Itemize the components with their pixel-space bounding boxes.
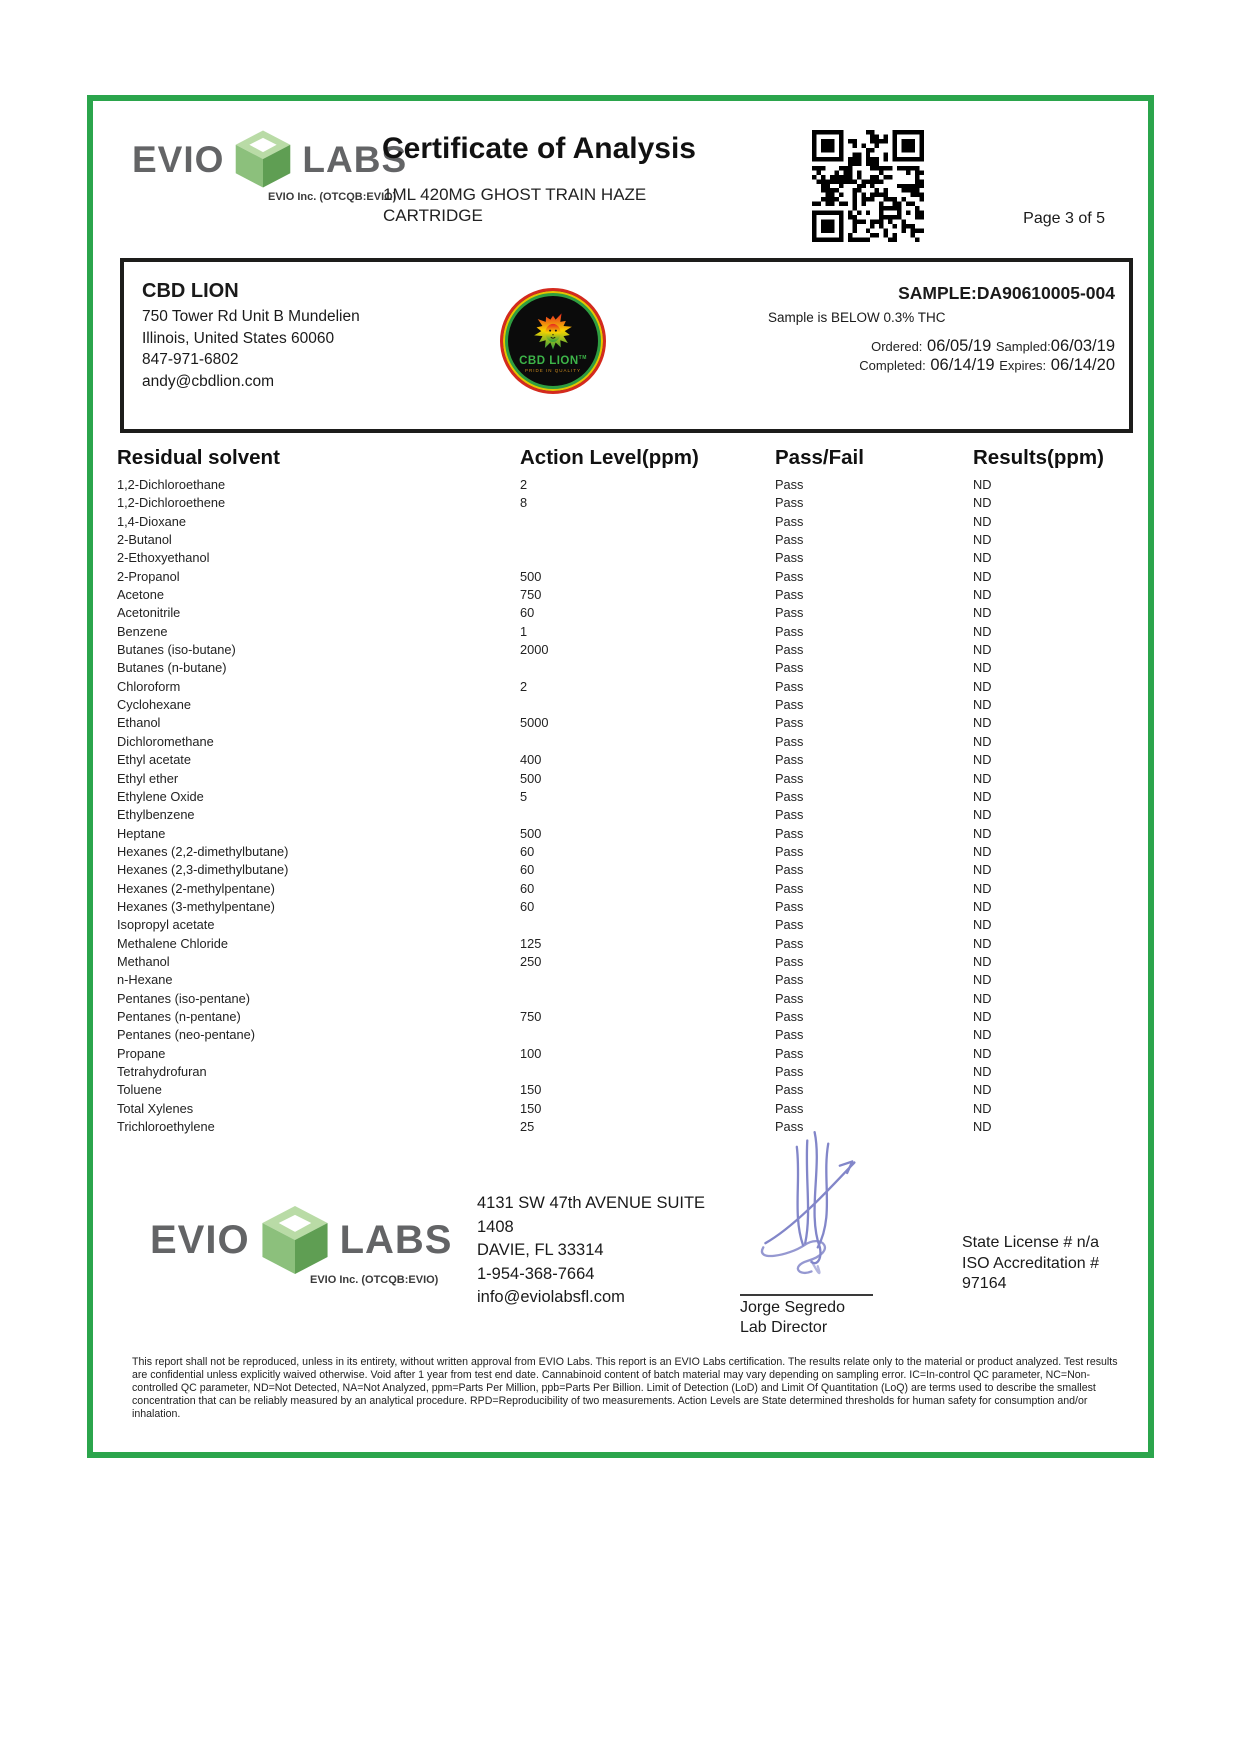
table-row bbox=[117, 1063, 1133, 1081]
result-value: ND bbox=[973, 568, 992, 584]
logo-text-labs: LABS bbox=[339, 1218, 453, 1262]
pass-fail-value: Pass bbox=[775, 642, 804, 658]
solvent-name: Hexanes (3-methylpentane) bbox=[117, 898, 275, 914]
pass-fail-value: Pass bbox=[775, 972, 804, 988]
solvent-name: Ethylbenzene bbox=[117, 807, 195, 823]
product-line-2: CARTRIDGE bbox=[383, 206, 483, 225]
pass-fail-value: Pass bbox=[775, 477, 804, 492]
table-row bbox=[117, 1118, 1133, 1136]
solvent-name: Cyclohexane bbox=[117, 697, 191, 713]
solvent-name: Acetonitrile bbox=[117, 605, 181, 621]
action-level-value: 100 bbox=[520, 1045, 542, 1061]
table-row bbox=[117, 825, 1133, 843]
results-table bbox=[117, 476, 1133, 1136]
completed-date: 06/14/19 bbox=[930, 356, 995, 374]
solvent-name: Propane bbox=[117, 1045, 166, 1061]
sample-dates-line1 bbox=[871, 337, 1115, 356]
logo-text-evio: EVIO bbox=[150, 1218, 250, 1262]
pass-fail-value: Pass bbox=[775, 880, 804, 896]
table-row bbox=[117, 1045, 1133, 1063]
logo-text-evio: EVIO bbox=[132, 138, 225, 180]
product-name bbox=[383, 184, 646, 226]
result-value: ND bbox=[973, 880, 992, 896]
table-row bbox=[117, 880, 1133, 898]
pass-fail-value: Pass bbox=[775, 843, 804, 859]
lab-address-line: 4131 SW 47th AVENUE SUITE bbox=[477, 1194, 706, 1212]
pass-fail-value: Pass bbox=[775, 788, 804, 804]
solvent-name: Methanol bbox=[117, 953, 170, 969]
pass-fail-value: Pass bbox=[775, 733, 804, 749]
pass-fail-value: Pass bbox=[775, 1064, 804, 1079]
col-header-pass-fail: Pass/Fail bbox=[775, 446, 864, 469]
solvent-name: n-Hexane bbox=[117, 972, 173, 988]
table-row bbox=[117, 953, 1133, 971]
action-level-value bbox=[520, 733, 775, 751]
expires-date: 06/14/20 bbox=[1050, 356, 1115, 374]
result-value: ND bbox=[973, 825, 992, 841]
table-row bbox=[117, 568, 1133, 586]
result-value: ND bbox=[973, 1027, 992, 1043]
solvent-name: Methalene Chloride bbox=[117, 935, 228, 951]
result-value: ND bbox=[973, 477, 992, 492]
pass-fail-value: Pass bbox=[775, 752, 804, 768]
solvent-name: 2-Ethoxyethanol bbox=[117, 550, 210, 566]
result-value: ND bbox=[973, 935, 992, 951]
action-level-value bbox=[520, 531, 775, 549]
sample-dates-line2 bbox=[859, 356, 1115, 375]
lab-address-line: info@eviolabsfl.com bbox=[477, 1288, 625, 1306]
result-value: ND bbox=[973, 1082, 992, 1098]
solvent-name: Pentanes (iso-pentane) bbox=[117, 990, 251, 1006]
action-level-value: 2 bbox=[520, 678, 528, 694]
action-level-value: 60 bbox=[520, 862, 535, 878]
pass-fail-value: Pass bbox=[775, 587, 804, 603]
license-line: ISO Accreditation # bbox=[962, 1254, 1099, 1272]
table-row bbox=[117, 861, 1133, 879]
table-row bbox=[117, 623, 1133, 641]
solvent-name: Hexanes (2,2-dimethylbutane) bbox=[117, 843, 289, 859]
pass-fail-value: Pass bbox=[775, 697, 804, 713]
action-level-value bbox=[520, 971, 775, 989]
action-level-value: 150 bbox=[520, 1082, 542, 1098]
pass-fail-value: Pass bbox=[775, 568, 804, 584]
solvent-name: 1,2-Dichloroethene bbox=[117, 495, 226, 511]
pass-fail-value: Pass bbox=[775, 953, 804, 969]
result-value: ND bbox=[973, 697, 992, 713]
action-level-value bbox=[520, 1026, 775, 1044]
result-value: ND bbox=[973, 1119, 992, 1135]
col-header-action-level: Action Level(ppm) bbox=[520, 446, 699, 469]
expires-label: Expires: bbox=[999, 358, 1047, 373]
table-row bbox=[117, 806, 1133, 824]
sample-thc-note: Sample is BELOW 0.3% THC bbox=[768, 310, 946, 325]
solvent-name: Trichloroethylene bbox=[117, 1119, 215, 1135]
completed-label: Completed: bbox=[859, 358, 926, 373]
pass-fail-value: Pass bbox=[775, 770, 804, 786]
table-row bbox=[117, 935, 1133, 953]
result-value: ND bbox=[973, 788, 992, 804]
page-title: Certificate of Analysis bbox=[382, 132, 696, 165]
pass-fail-value: Pass bbox=[775, 990, 804, 1006]
action-level-value bbox=[520, 806, 775, 824]
action-level-value bbox=[520, 916, 775, 934]
table-row bbox=[117, 604, 1133, 622]
action-level-value bbox=[520, 696, 775, 714]
action-level-value: 60 bbox=[520, 605, 535, 621]
action-level-value: 5 bbox=[520, 788, 528, 804]
pass-fail-value: Pass bbox=[775, 807, 804, 823]
solvent-name: Ethyl ether bbox=[117, 770, 179, 786]
solvent-name: Pentanes (n-pentane) bbox=[117, 1008, 241, 1024]
result-value: ND bbox=[973, 843, 992, 859]
result-value: ND bbox=[973, 972, 992, 988]
lab-address-line: DAVIE, FL 33314 bbox=[477, 1241, 604, 1259]
evio-labs-logo bbox=[132, 128, 407, 190]
action-level-value: 5000 bbox=[520, 715, 549, 731]
table-row bbox=[117, 641, 1133, 659]
pass-fail-value: Pass bbox=[775, 825, 804, 841]
action-level-value bbox=[520, 990, 775, 1008]
license-line: State License # n/a bbox=[962, 1234, 1099, 1251]
result-value: ND bbox=[973, 953, 992, 969]
table-row bbox=[117, 549, 1133, 567]
result-value: ND bbox=[973, 513, 992, 529]
col-header-solvent: Residual solvent bbox=[117, 446, 280, 469]
result-value: ND bbox=[973, 550, 992, 566]
solvent-name: Ethanol bbox=[117, 715, 161, 731]
action-level-value bbox=[520, 513, 775, 531]
pass-fail-value: Pass bbox=[775, 513, 804, 529]
result-value: ND bbox=[973, 807, 992, 823]
lab-address-block bbox=[477, 1192, 707, 1310]
result-value: ND bbox=[973, 1064, 992, 1079]
action-level-value: 8 bbox=[520, 495, 528, 511]
sampled-label: Sampled: bbox=[995, 339, 1051, 354]
client-address-line2: Illinois, United States 60060 bbox=[142, 329, 335, 347]
pass-fail-value: Pass bbox=[775, 605, 804, 621]
signature-scribble bbox=[757, 1130, 867, 1282]
table-row bbox=[117, 1026, 1133, 1044]
result-value: ND bbox=[973, 495, 992, 511]
action-level-value: 2000 bbox=[520, 642, 549, 658]
pass-fail-value: Pass bbox=[775, 862, 804, 878]
solvent-name: Chloroform bbox=[117, 678, 181, 694]
pass-fail-value: Pass bbox=[775, 495, 804, 511]
product-line-1: 1ML 420MG GHOST TRAIN HAZE bbox=[383, 185, 647, 204]
evio-cube-icon bbox=[258, 1203, 332, 1277]
col-header-results: Results(ppm) bbox=[973, 446, 1104, 469]
result-value: ND bbox=[973, 862, 992, 878]
action-level-value bbox=[520, 549, 775, 567]
client-contact-block bbox=[142, 306, 360, 392]
pass-fail-value: Pass bbox=[775, 660, 804, 676]
lab-address-line: 1-954-368-7664 bbox=[477, 1264, 595, 1283]
solvent-name: Total Xylenes bbox=[117, 1100, 194, 1116]
logo-tagline-footer: EVIO Inc. (OTCQB:EVIO) bbox=[310, 1274, 439, 1286]
action-level-value: 60 bbox=[520, 880, 535, 896]
result-value: ND bbox=[973, 532, 992, 548]
signature-line bbox=[740, 1294, 873, 1296]
table-row bbox=[117, 678, 1133, 696]
table-row bbox=[117, 898, 1133, 916]
pass-fail-value: Pass bbox=[775, 1045, 804, 1061]
table-row bbox=[117, 476, 1133, 494]
table-row bbox=[117, 1081, 1133, 1099]
license-line: 97164 bbox=[962, 1275, 1007, 1292]
pass-fail-value: Pass bbox=[775, 898, 804, 914]
pass-fail-value: Pass bbox=[775, 935, 804, 951]
qr-code bbox=[812, 130, 924, 242]
license-block bbox=[962, 1233, 1099, 1295]
result-value: ND bbox=[973, 752, 992, 768]
solvent-name: 2-Propanol bbox=[117, 568, 180, 584]
action-level-value: 150 bbox=[520, 1100, 542, 1116]
action-level-value: 750 bbox=[520, 587, 542, 603]
action-level-value: 2 bbox=[520, 477, 528, 492]
pass-fail-value: Pass bbox=[775, 623, 804, 639]
client-email: andy@cbdlion.com bbox=[142, 372, 275, 390]
solvent-name: Butanes (iso-butane) bbox=[117, 642, 236, 658]
result-value: ND bbox=[973, 715, 992, 731]
solvent-name: Pentanes (neo-pentane) bbox=[117, 1027, 256, 1043]
pass-fail-value: Pass bbox=[775, 1119, 804, 1135]
lab-address-line: 1408 bbox=[477, 1217, 514, 1236]
client-name: CBD LION bbox=[142, 280, 239, 302]
result-value: ND bbox=[973, 605, 992, 621]
solvent-name: 1,2-Dichloroethane bbox=[117, 477, 226, 492]
result-value: ND bbox=[973, 1100, 992, 1116]
table-row bbox=[117, 513, 1133, 531]
table-row bbox=[117, 733, 1133, 751]
solvent-name: Hexanes (2,3-dimethylbutane) bbox=[117, 862, 289, 878]
result-value: ND bbox=[973, 770, 992, 786]
lion-logo-subtitle: PRIDE IN QUALITY bbox=[524, 368, 581, 373]
table-header bbox=[117, 446, 1133, 470]
table-row bbox=[117, 714, 1133, 732]
disclaimer-text: This report shall not be reproduced, unless in its entirety, without written approval from EVIO Labs. This report is an EVIO Labs certification. The results relate only to the material or product analyzed. Test results are confidential unless explicitly waived otherwise. Void after 1 year from test end date. Cannabinoid content of batch material may vary depending on sampling error. IC=In-control QC parameter, NC=Non-controlled QC parameter, ND=Not Detected, NA=Not Analyzed, ppm=Parts Per Million, ppb=Parts Per Billion. Limit of Detection (LoD) and Limit Of Quantitation (LoQ) are terms used to describe the smallest concentration that can be reliably measured by an analytical procedure. RPD=Reproducibility of two measurements. Action Levels are State determined thresholds for human safety for consumption and/or inhalation. bbox=[132, 1356, 1118, 1420]
table-row bbox=[117, 990, 1133, 1008]
action-level-value: 500 bbox=[520, 770, 542, 786]
solvent-name: 2-Butanol bbox=[117, 532, 172, 548]
pass-fail-value: Pass bbox=[775, 678, 804, 694]
sampled-date: 06/03/19 bbox=[1050, 337, 1115, 355]
solvent-name: Benzene bbox=[117, 623, 168, 639]
logo-tagline: EVIO Inc. (OTCQB:EVIO) bbox=[268, 191, 397, 203]
solvent-name: Butanes (n-butane) bbox=[117, 660, 227, 676]
result-value: ND bbox=[973, 1045, 992, 1061]
solvent-name: Tetrahydrofuran bbox=[117, 1064, 207, 1079]
action-level-value bbox=[520, 1063, 775, 1081]
table-row bbox=[117, 843, 1133, 861]
result-value: ND bbox=[973, 917, 992, 933]
result-value: ND bbox=[973, 733, 992, 749]
pass-fail-value: Pass bbox=[775, 1027, 804, 1043]
action-level-value: 1 bbox=[520, 623, 528, 639]
table-row bbox=[117, 659, 1133, 677]
result-value: ND bbox=[973, 642, 992, 658]
lion-logo-title: CBD LION™ bbox=[519, 354, 587, 367]
evio-cube-icon bbox=[232, 128, 294, 190]
signatory-title: Lab Director bbox=[740, 1319, 828, 1336]
action-level-value: 60 bbox=[520, 843, 535, 859]
pass-fail-value: Pass bbox=[775, 1082, 804, 1098]
table-row bbox=[117, 696, 1133, 714]
lion-icon bbox=[526, 309, 580, 355]
result-value: ND bbox=[973, 678, 992, 694]
action-level-value: 500 bbox=[520, 568, 542, 584]
pass-fail-value: Pass bbox=[775, 917, 804, 933]
client-address-line1: 750 Tower Rd Unit B Mundelien bbox=[142, 308, 360, 325]
table-row bbox=[117, 788, 1133, 806]
solvent-name: Heptane bbox=[117, 825, 166, 841]
cbd-lion-logo bbox=[500, 288, 606, 394]
ordered-date: 06/05/19 bbox=[927, 337, 992, 355]
solvent-name: Dichloromethane bbox=[117, 733, 214, 749]
action-level-value: 400 bbox=[520, 752, 542, 768]
table-row bbox=[117, 1100, 1133, 1118]
table-row bbox=[117, 971, 1133, 989]
result-value: ND bbox=[973, 898, 992, 914]
table-row bbox=[117, 751, 1133, 769]
action-level-value: 125 bbox=[520, 935, 542, 951]
logo-text-labs: LABS bbox=[302, 138, 408, 180]
action-level-value: 750 bbox=[520, 1008, 542, 1024]
table-row bbox=[117, 494, 1133, 512]
evio-labs-logo-footer bbox=[150, 1203, 452, 1277]
table-row bbox=[117, 1008, 1133, 1026]
pass-fail-value: Pass bbox=[775, 550, 804, 566]
pass-fail-value: Pass bbox=[775, 715, 804, 731]
action-level-value: 25 bbox=[520, 1119, 535, 1135]
solvent-name: 1,4-Dioxane bbox=[117, 513, 187, 529]
action-level-value bbox=[520, 659, 775, 677]
solvent-name: Ethyl acetate bbox=[117, 752, 191, 768]
client-phone: 847-971-6802 bbox=[142, 351, 239, 368]
page-number: Page 3 of 5 bbox=[1023, 210, 1105, 227]
solvent-name: Toluene bbox=[117, 1082, 162, 1098]
table-row bbox=[117, 531, 1133, 549]
table-row bbox=[117, 586, 1133, 604]
pass-fail-value: Pass bbox=[775, 1100, 804, 1116]
result-value: ND bbox=[973, 587, 992, 603]
result-value: ND bbox=[973, 660, 992, 676]
pass-fail-value: Pass bbox=[775, 532, 804, 548]
solvent-name: Isopropyl acetate bbox=[117, 917, 215, 933]
result-value: ND bbox=[973, 990, 992, 1006]
result-value: ND bbox=[973, 1008, 992, 1024]
action-level-value: 500 bbox=[520, 825, 542, 841]
table-row bbox=[117, 916, 1133, 934]
action-level-value: 60 bbox=[520, 898, 535, 914]
signatory-name: Jorge Segredo bbox=[740, 1299, 845, 1316]
sample-id: SAMPLE:DA90610005-004 bbox=[898, 283, 1115, 303]
solvent-name: Ethylene Oxide bbox=[117, 788, 204, 804]
ordered-label: Ordered: bbox=[871, 339, 923, 354]
result-value: ND bbox=[973, 623, 992, 639]
table-row bbox=[117, 770, 1133, 788]
action-level-value: 250 bbox=[520, 953, 542, 969]
solvent-name: Acetone bbox=[117, 587, 164, 603]
pass-fail-value: Pass bbox=[775, 1008, 804, 1024]
solvent-name: Hexanes (2-methylpentane) bbox=[117, 880, 275, 896]
